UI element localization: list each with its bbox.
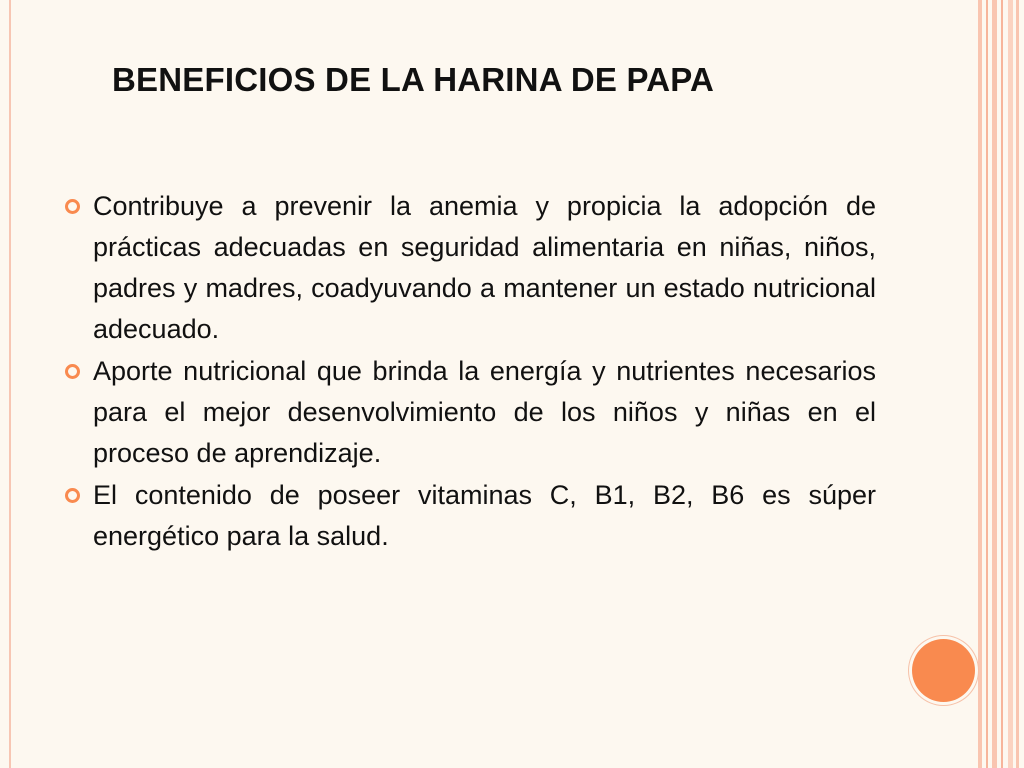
orange-ring-bullet-icon [65, 488, 80, 503]
bullet-text: El contenido de poseer vitaminas C, B1, B2, B6 es súper energético para la salud. [93, 480, 876, 551]
bullet-item [62, 186, 876, 350]
left-border-line [9, 0, 11, 768]
orange-ring-bullet-icon [65, 364, 80, 379]
bullet-text: Contribuye a prevenir la anemia y propicia la adopción de prácticas adecuadas en seguridad alimentaria en niñas, niños, padres y madres, coadyuvando a mantener un estado nutricional adecuado. [93, 191, 876, 344]
bullet-list [62, 186, 876, 558]
bullet-text: Aporte nutricional que brinda la energía y nutrientes necesarios para el mejor desenvolvimiento de los niños y niñas en el proceso de aprendizaje. [93, 356, 876, 468]
right-stripe [1001, 0, 1003, 768]
bullet-item [62, 351, 876, 474]
right-stripe [986, 0, 988, 768]
right-stripe [992, 0, 997, 768]
right-stripe [978, 0, 982, 768]
right-stripe [1008, 0, 1013, 768]
orange-ring-bullet-icon [65, 199, 80, 214]
orange-circle-icon [912, 639, 975, 702]
right-stripe [1016, 0, 1019, 768]
bullet-item [62, 475, 876, 557]
slide-title: BENEFICIOS DE LA HARINA DE PAPA [112, 61, 715, 98]
